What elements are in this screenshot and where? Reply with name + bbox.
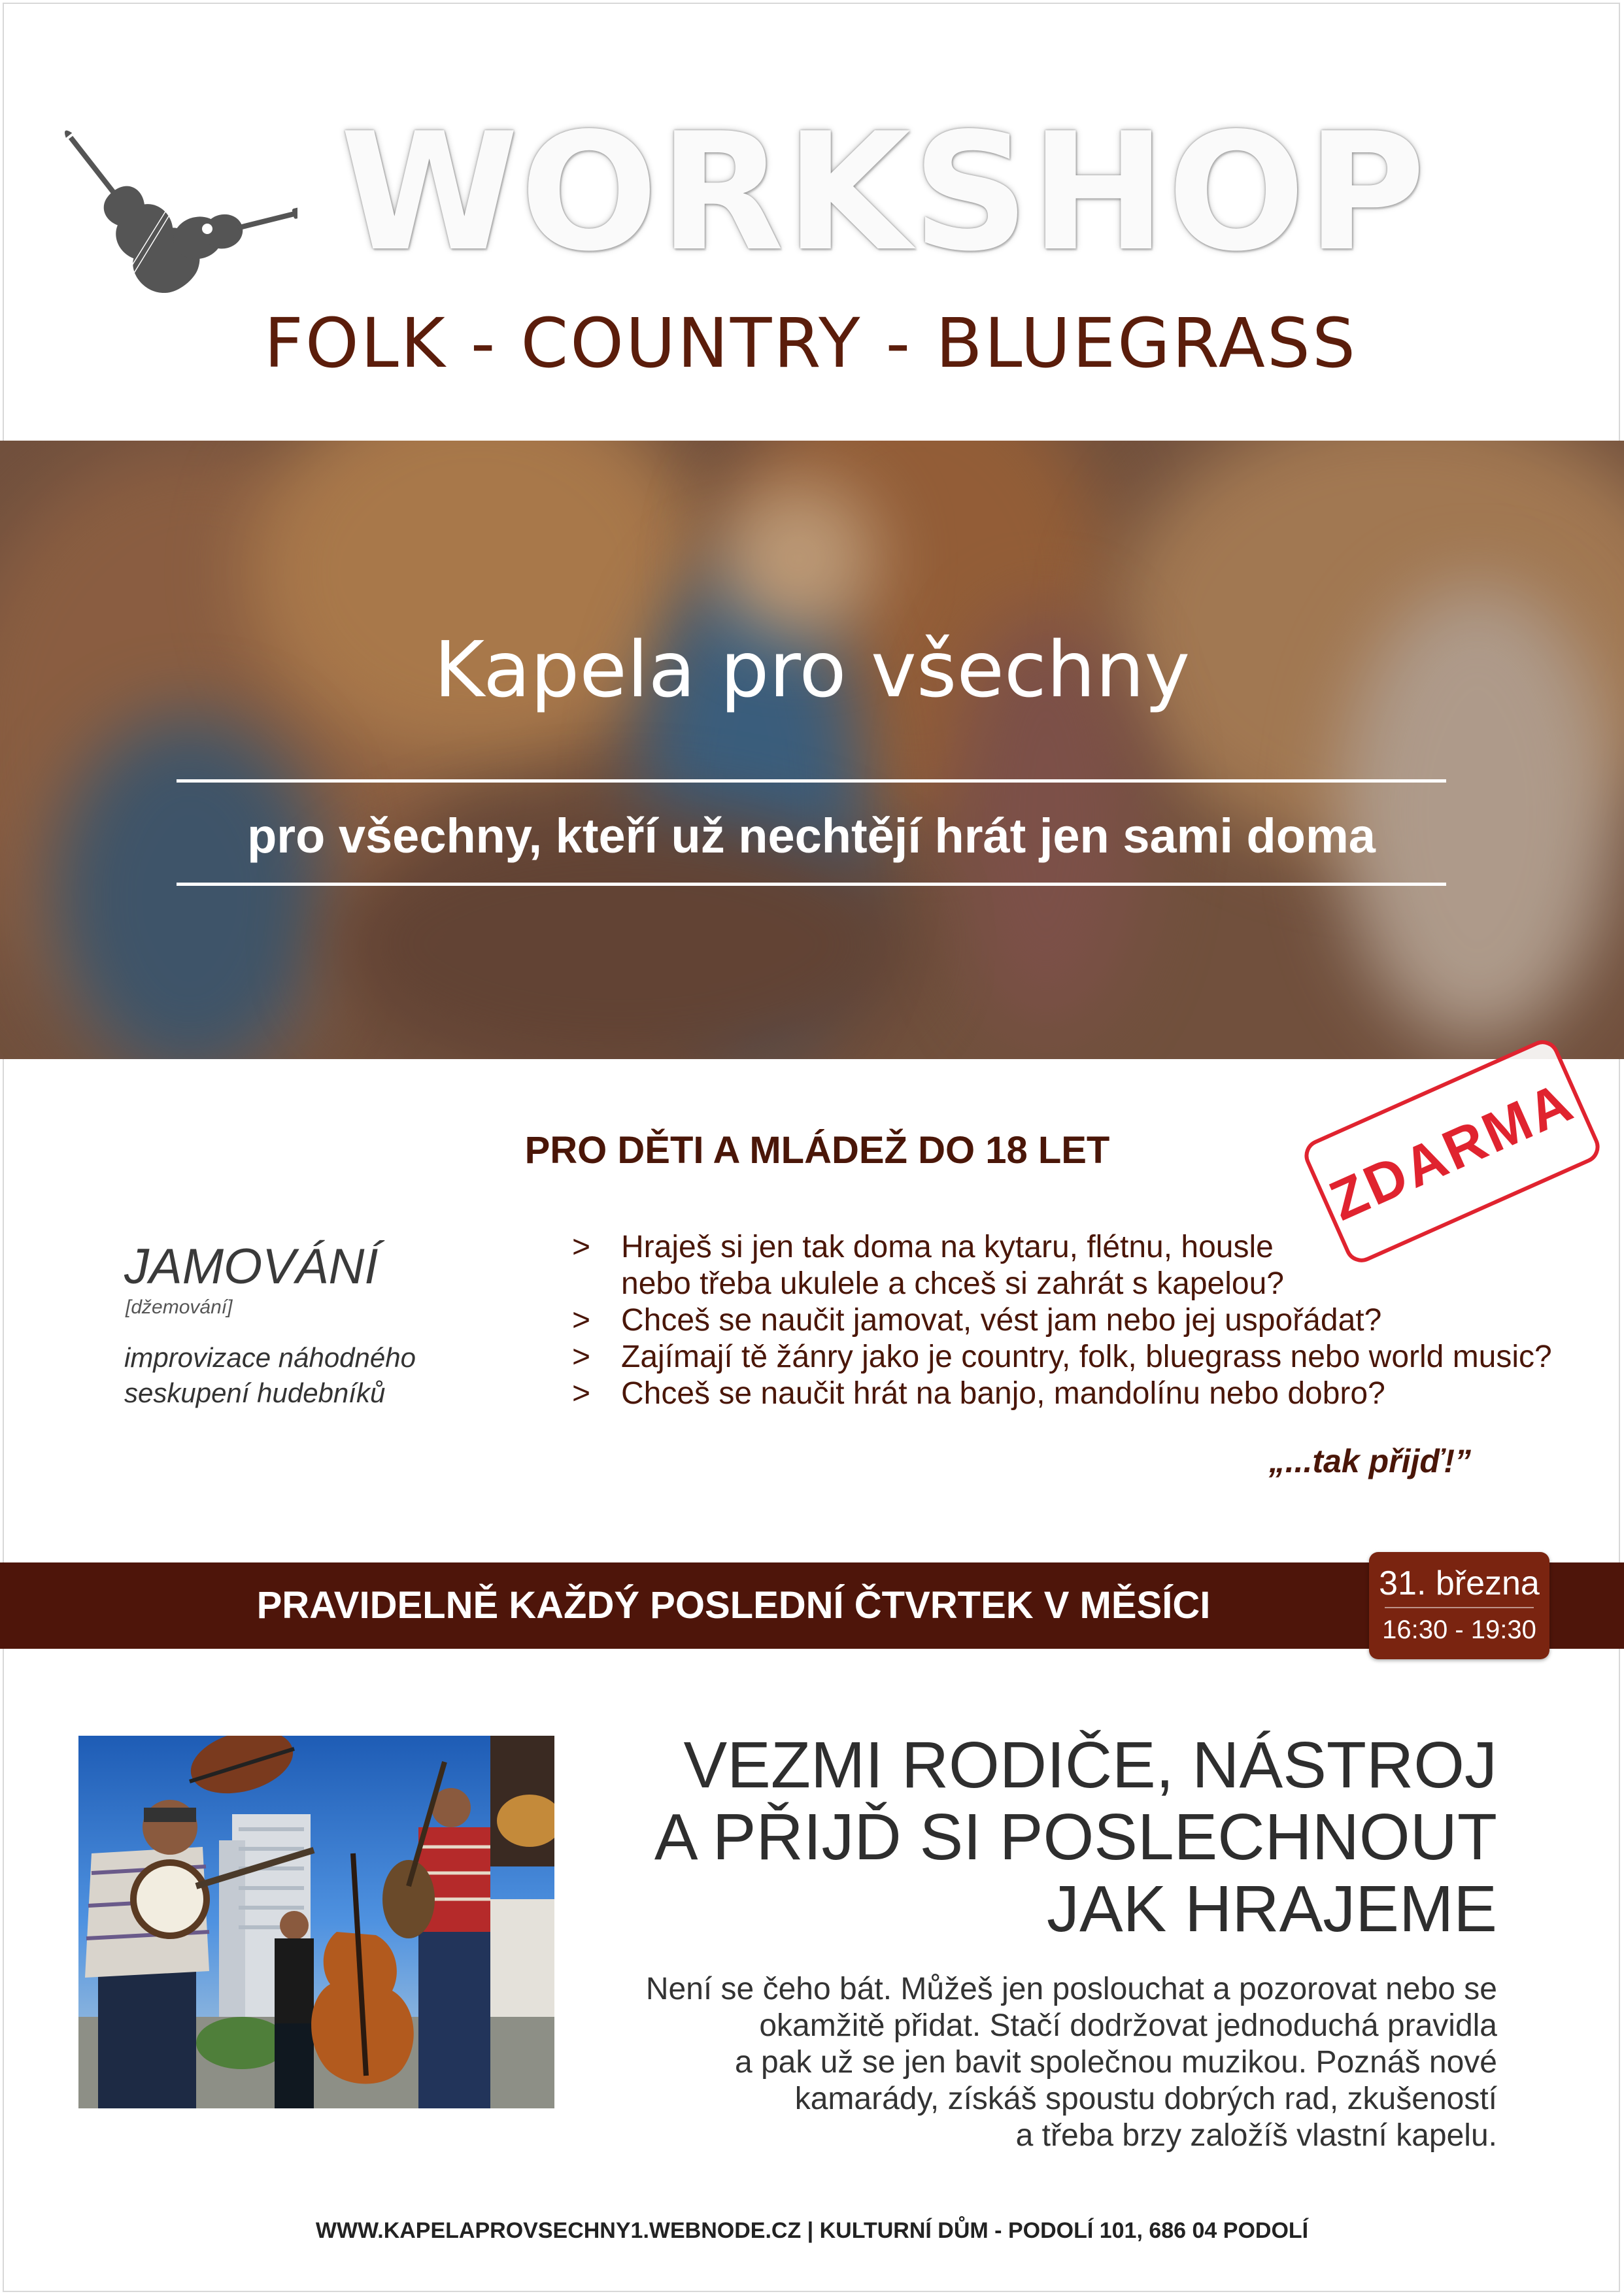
list-item — [572, 1302, 1605, 1339]
description-line: Není se čeho bát. Můžeš jen poslouchat a pozorovat nebo se — [645, 1972, 1497, 2006]
jamming-definition-line: seskupení hudebníků — [124, 1377, 386, 1408]
schedule-text: PRAVIDELNĚ KAŽDÝ POSLEDNÍ ČTVRTEK V MĚSÍCI — [256, 1584, 1211, 1627]
free-stamp-badge: ZDARMA — [1299, 1035, 1605, 1268]
list-item — [572, 1376, 1605, 1412]
band-photo — [78, 1736, 554, 2108]
question-text: nebo třeba ukulele a chceš si zahrát s kapelou? — [621, 1266, 1284, 1301]
event-date: 31. března — [1379, 1564, 1540, 1602]
hero-divider-top — [177, 779, 1446, 783]
question-list — [572, 1229, 1605, 1412]
genres-heading: FOLK - COUNTRY - BLUEGRASS — [264, 303, 1357, 383]
jamming-phonetic: [džemování] — [126, 1296, 233, 1318]
question-text: Zajímají tě žánry jako je country, folk, bluegrass nebo world music? — [621, 1340, 1552, 1374]
workshop-title: WORKSHOP — [340, 99, 1427, 287]
footer-contact: WWW.KAPELAPROVSECHNY1.WEBNODE.CZ | KULTURNÍ DŮM - PODOLÍ 101, 686 04 PODOLÍ — [315, 2218, 1309, 2243]
list-marker: > — [572, 1303, 591, 1338]
call-to-action-heading — [588, 1729, 1497, 1945]
double-bass-and-guitar-icon — [62, 118, 297, 307]
description-paragraph — [588, 1971, 1497, 2154]
description-line: okamžitě přidat. Stačí dodržovat jednoduchá pravidla — [759, 2008, 1497, 2043]
description-line: a třeba brzy založíš vlastní kapelu. — [1015, 2118, 1497, 2153]
question-text: Chceš se naučit jamovat, vést jam nebo jej uspořádat? — [621, 1303, 1382, 1338]
description-line: a pak už se jen bavit společnou muzikou. Poznáš nové — [734, 2045, 1497, 2080]
description-line: kamarády, získáš spoustu dobrých rad, zkušeností — [794, 2082, 1497, 2116]
date-badge — [1369, 1552, 1549, 1659]
question-text: Chceš se naučit hrát na banjo, mandolínu nebo dobro? — [621, 1376, 1385, 1411]
audience-heading: PRO DĚTI A MLÁDEŽ DO 18 LET — [524, 1129, 1110, 1172]
invite-quote: „...tak přijď!” — [1268, 1443, 1471, 1479]
date-divider — [1385, 1607, 1534, 1608]
jamming-title: JAMOVÁNÍ — [124, 1239, 379, 1294]
event-time: 16:30 - 19:30 — [1382, 1615, 1536, 1644]
cta-line: A PŘIJĎ SI POSLECHNOUT — [654, 1800, 1497, 1874]
list-marker: > — [572, 1376, 591, 1411]
question-text: Hraješ si jen tak doma na kytaru, flétnu, housle — [621, 1230, 1274, 1264]
list-item — [572, 1229, 1605, 1302]
jamming-definition-line: improvizace náhodného — [124, 1342, 416, 1373]
cta-line: JAK HRAJEME — [1046, 1872, 1497, 1946]
list-item — [572, 1339, 1605, 1376]
hero-divider-bottom — [177, 883, 1446, 886]
list-marker: > — [572, 1340, 591, 1374]
hero-title: Kapela pro všechny — [433, 624, 1191, 715]
list-marker: > — [572, 1230, 591, 1264]
cta-line: VEZMI RODIČE, NÁSTROJ — [683, 1729, 1497, 1802]
jamming-definition — [124, 1340, 490, 1411]
hero-subtitle: pro všechny, kteří už nechtějí hrát jen sami doma — [247, 809, 1376, 863]
hero-banner — [0, 441, 1624, 1059]
hero-overlay — [0, 441, 1624, 1059]
photo-tree — [196, 2017, 288, 2069]
